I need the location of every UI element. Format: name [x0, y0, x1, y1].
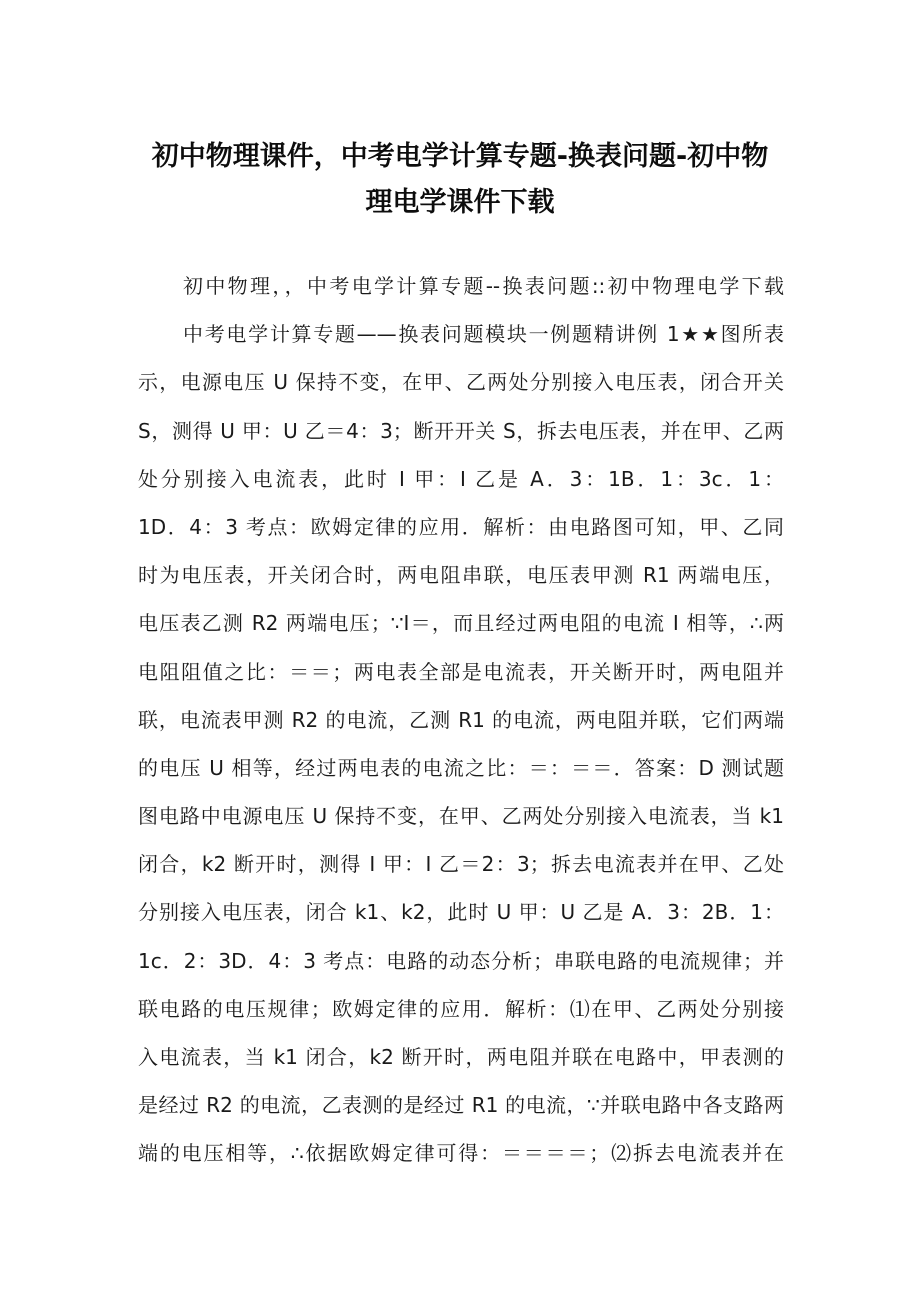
body-line: 是经过 R2 的电流，乙表测的是经过 R1 的电流，∵并联电路中各支路两	[138, 1093, 784, 1118]
body-line: 分别接入电压表，闭合 k1、k2，此时 U 甲：U 乙是 A．3：2B．1：	[138, 900, 784, 925]
body-line: 图电路中电源电压 U 保持不变，在甲、乙两处分别接入电流表，当 k1	[138, 804, 784, 829]
body-line: 1c．2：3D．4：3 考点：电路的动态分析；串联电路的电流规律；并	[138, 948, 784, 973]
body-line: 1D．4：3 考点：欧姆定律的应用．解析：由电路图可知，甲、乙同	[138, 514, 784, 539]
body-line: 端的电压相等，∴依据欧姆定律可得：＝＝＝＝；⑵拆去电流表并在	[138, 1141, 784, 1166]
document-title	[130, 134, 790, 226]
body-line: 处分别接入电流表，此时 I 甲：I 乙是 A．3：1B．1：3c．1：	[138, 466, 784, 491]
body-line: 电阻阻值之比：＝＝；两电表全部是电流表，开关断开时，两电阻并	[138, 659, 784, 684]
paragraph-example-start: 中考电学计算专题——换表问题模块一例题精讲例 1★★图所表	[183, 322, 784, 347]
body-line: 时为电压表，开关闭合时，两电阻串联，电压表甲测 R1 两端电压，	[138, 563, 784, 588]
title-line-2: 理电学课件下载	[365, 187, 555, 219]
body-line: 示，电源电压 U 保持不变，在甲、乙两处分别接入电压表，闭合开关	[138, 370, 784, 395]
title-line-1: 初中物理课件，中考电学计算专题-换表问题-初中物	[151, 141, 769, 173]
body-line: 联，电流表甲测 R2 的电流，乙测 R1 的电流，两电阻并联，它们两端	[138, 707, 784, 732]
body-line: 的电压 U 相等，经过两电表的电流之比：＝：＝＝．答案：D 测试题	[138, 755, 784, 780]
body-line: 电压表乙测 R2 两端电压；∵I＝，而且经过两电阻的电流 I 相等，∴两	[138, 611, 784, 636]
paragraph-intro: 初中物理，，中考电学计算专题--换表问题::初中物理电学下载	[183, 274, 784, 298]
body-line: S，测得 U 甲：U 乙＝4：3；断开开关 S，拆去电压表，并在甲、乙两	[138, 418, 784, 443]
body-line: 闭合，k2 断开时，测得 I 甲：I 乙＝2：3；拆去电流表并在甲、乙处	[138, 852, 784, 877]
body-line: 联电路的电压规律；欧姆定律的应用．解析：⑴在甲、乙两处分别接	[138, 996, 784, 1021]
body-line: 入电流表，当 k1 闭合，k2 断开时，两电阻并联在电路中，甲表测的	[138, 1045, 784, 1069]
document-body	[138, 262, 784, 1178]
